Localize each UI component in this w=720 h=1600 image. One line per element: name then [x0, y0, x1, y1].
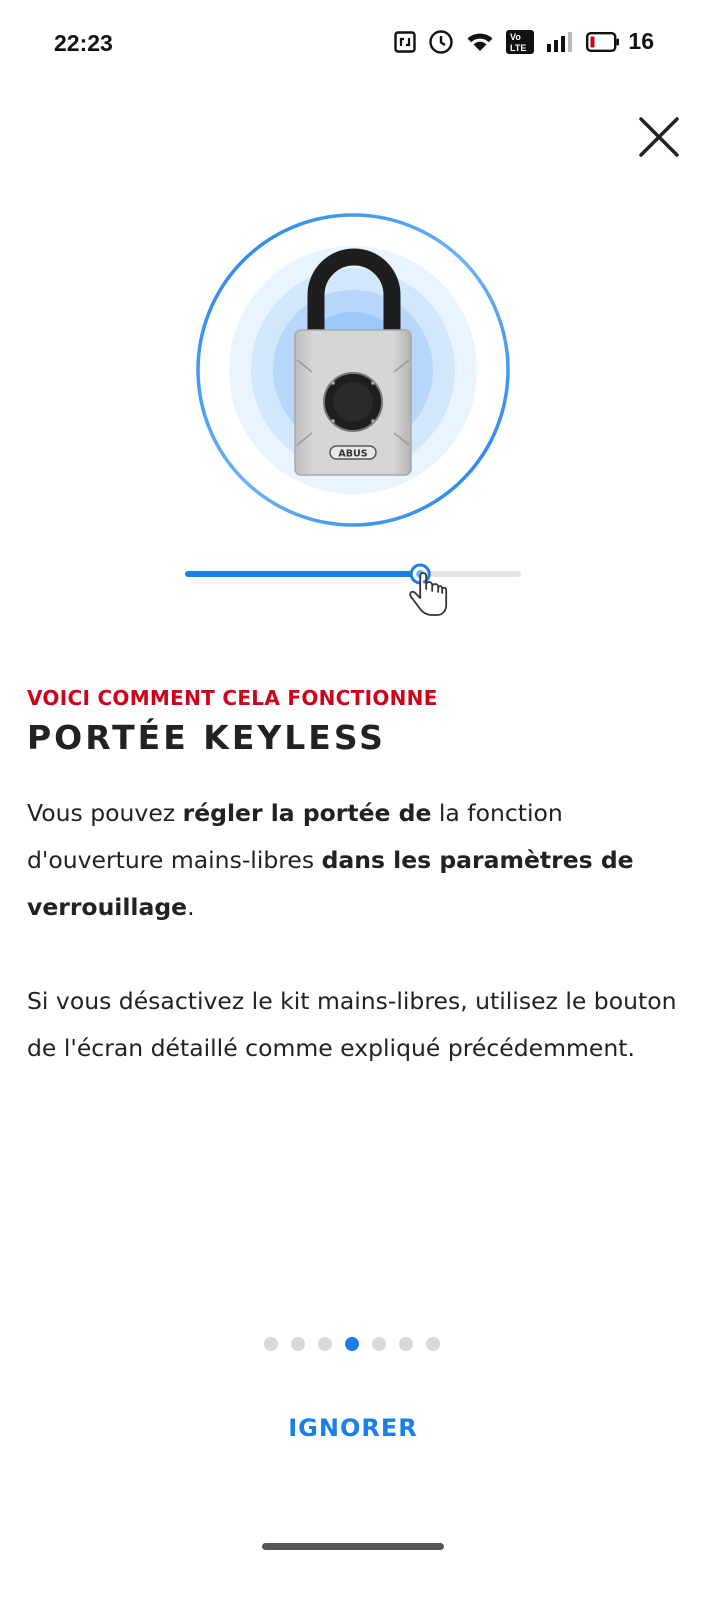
page-dot[interactable]	[345, 1337, 359, 1351]
section-eyebrow: VOICI COMMENT CELA FONCTIONNE	[27, 686, 438, 710]
keyless-range-illustration	[180, 200, 530, 620]
page-dot[interactable]	[399, 1337, 413, 1351]
alarm-icon	[428, 29, 454, 55]
nfc-icon	[394, 31, 416, 53]
emphasis-lock-settings: dans les paramètres de verrouillage	[27, 846, 634, 921]
battery-icon	[586, 32, 620, 52]
wifi-icon	[466, 31, 494, 53]
signal-icon	[546, 31, 574, 53]
status-icons	[394, 28, 654, 55]
page-dot[interactable]	[291, 1337, 305, 1351]
page-indicator	[264, 1337, 440, 1351]
page-dot[interactable]	[318, 1337, 332, 1351]
close-icon	[632, 110, 686, 164]
svg-text:Vo: Vo	[510, 31, 522, 42]
volte-icon	[506, 30, 534, 54]
status-bar	[0, 0, 720, 90]
close-button[interactable]	[632, 110, 686, 164]
home-indicator[interactable]	[262, 1543, 444, 1550]
emphasis-adjust-range: régler la portée de	[182, 799, 432, 827]
svg-text:LTE: LTE	[510, 42, 527, 53]
description-paragraph-1: Vous pouvez régler la portée de la fonction d'ouverture mains-libres dans les paramètres de verrouillage.	[27, 799, 634, 921]
description-paragraph-2: Si vous désactivez le kit mains-libres, utilisez le bouton de l'écran détaillé comme expliqué précédemment.	[27, 987, 677, 1062]
page-dot[interactable]	[264, 1337, 278, 1351]
battery-level: 16	[628, 28, 654, 54]
range-slider[interactable]	[185, 565, 521, 615]
lock-brand-label: ABUS	[338, 448, 368, 460]
description	[27, 790, 687, 1072]
page-dot[interactable]	[426, 1337, 440, 1351]
status-time: 22:23	[54, 30, 113, 56]
ignore-button[interactable]: IGNORER	[288, 1414, 418, 1442]
range-slider-fill	[185, 571, 420, 577]
page-dot[interactable]	[372, 1337, 386, 1351]
page-title: PORTÉE KEYLESS	[27, 718, 386, 757]
